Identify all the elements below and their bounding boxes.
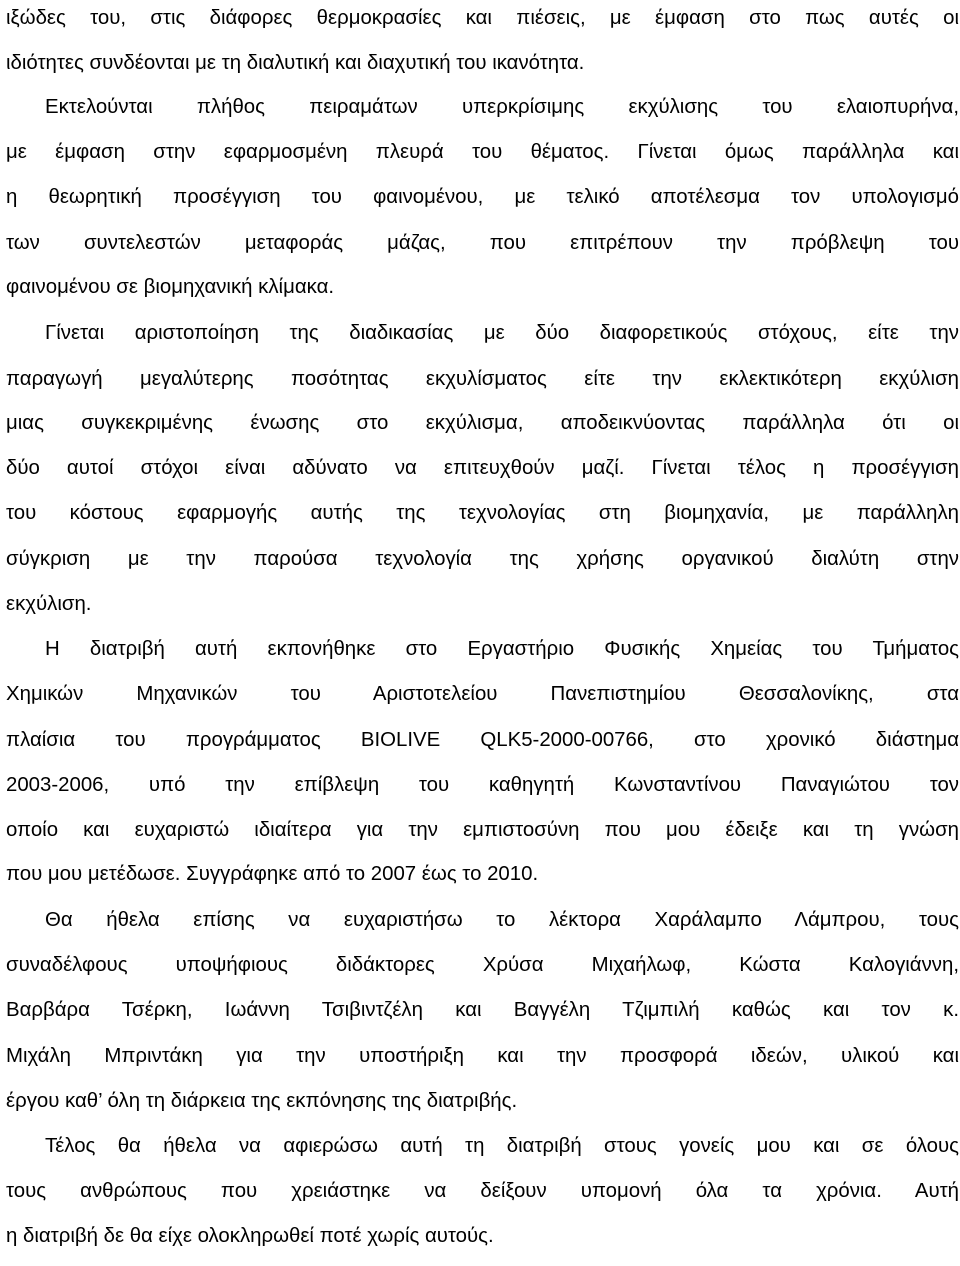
text-line: έργου καθ’ όλη τη διάρκεια της εκπόνησης της διατριβής.: [6, 1090, 518, 1112]
text-line: οποίο και ευχαριστώ ιδιαίτερα για την εμπιστοσύνη που μου έδειξε και τη γνώση: [6, 819, 959, 841]
text-line: Βαρβάρα Τσέρκη, Ιωάννη Τσιβιντζέλη και Βαγγέλη Τζιμπιλή καθώς και τον κ.: [6, 999, 959, 1021]
text-line: μιας συγκεκριμένης ένωσης στο εκχύλισμα, αποδεικνύοντας παράλληλα ότι οι: [6, 412, 959, 434]
text-line: που μου μετέδωσε. Συγγράφηκε από το 2007 έως το 2010.: [6, 863, 539, 885]
text-line: ιξώδες του, στις διάφορες θερμοκρασίες και πιέσεις, με έμφαση στο πως αυτές οι: [6, 7, 959, 29]
text-line: με έμφαση στην εφαρμοσμένη πλευρά του θέματος. Γίνεται όμως παράλληλα και: [6, 141, 959, 163]
text-line: Εκτελούνται πλήθος πειραμάτων υπερκρίσιμης εκχύλισης του ελαιοπυρήνα,: [45, 96, 959, 118]
text-line: Μιχάλη Μπριντάκη για την υποστήριξη και την προσφορά ιδεών, υλικού και: [6, 1045, 959, 1067]
text-line: των συντελεστών μεταφοράς μάζας, που επιτρέπουν την πρόβλεψη του: [6, 232, 959, 254]
text-line: του κόστους εφαρμογής αυτής της τεχνολογίας στη βιομηχανία, με παράλληλη: [6, 502, 959, 524]
text-line: σύγκριση με την παρούσα τεχνολογία της χρήσης οργανικού διαλύτη στην: [6, 548, 959, 570]
text-line: Τέλος θα ήθελα να αφιερώσω αυτή τη διατριβή στους γονείς μου και σε όλους: [45, 1135, 959, 1157]
text-line: 2003-2006, υπό την επίβλεψη του καθηγητή Κωνσταντίνου Παναγιώτου τον: [6, 774, 959, 796]
text-line: ιδιότητες συνδέονται με τη διαλυτική και διαχυτική του ικανότητα.: [6, 52, 585, 74]
text-line: η θεωρητική προσέγγιση του φαινομένου, με τελικό αποτέλεσμα τον υπολογισμό: [6, 186, 959, 208]
text-line: εκχύλιση.: [6, 593, 92, 615]
text-line: συναδέλφους υποψήφιους διδάκτορες Χρύσα Μιχαήλωφ, Κώστα Καλογιάννη,: [6, 954, 959, 976]
text-line: Θα ήθελα επίσης να ευχαριστήσω το λέκτορα Χαράλαμπο Λάμπρου, τους: [45, 909, 959, 931]
text-line: πλαίσια του προγράμματος BIOLIVE QLK5-2000-00766, στο χρονικό διάστημα: [6, 729, 959, 751]
text-line: παραγωγή μεγαλύτερης ποσότητας εκχυλίσματος είτε την εκλεκτικότερη εκχύλιση: [6, 368, 959, 390]
text-line: φαινομένου σε βιομηχανική κλίμακα.: [6, 276, 335, 298]
text-line: Η διατριβή αυτή εκπονήθηκε στο Εργαστήριο Φυσικής Χημείας του Τμήματος: [45, 638, 959, 660]
text-line: τους ανθρώπους που χρειάστηκε να δείξουν υπομονή όλα τα χρόνια. Αυτή: [6, 1180, 959, 1202]
text-line: η διατριβή δε θα είχε ολοκληρωθεί ποτέ χωρίς αυτούς.: [6, 1225, 494, 1247]
text-line: Γίνεται αριστοποίηση της διαδικασίας με δύο διαφορετικούς στόχους, είτε την: [45, 322, 959, 344]
text-line: Χημικών Μηχανικών του Αριστοτελείου Πανεπιστημίου Θεσσαλονίκης, στα: [6, 683, 959, 705]
text-line: δύο αυτοί στόχοι είναι αδύνατο να επιτευχθούν μαζί. Γίνεται τέλος η προσέγγιση: [6, 457, 959, 479]
